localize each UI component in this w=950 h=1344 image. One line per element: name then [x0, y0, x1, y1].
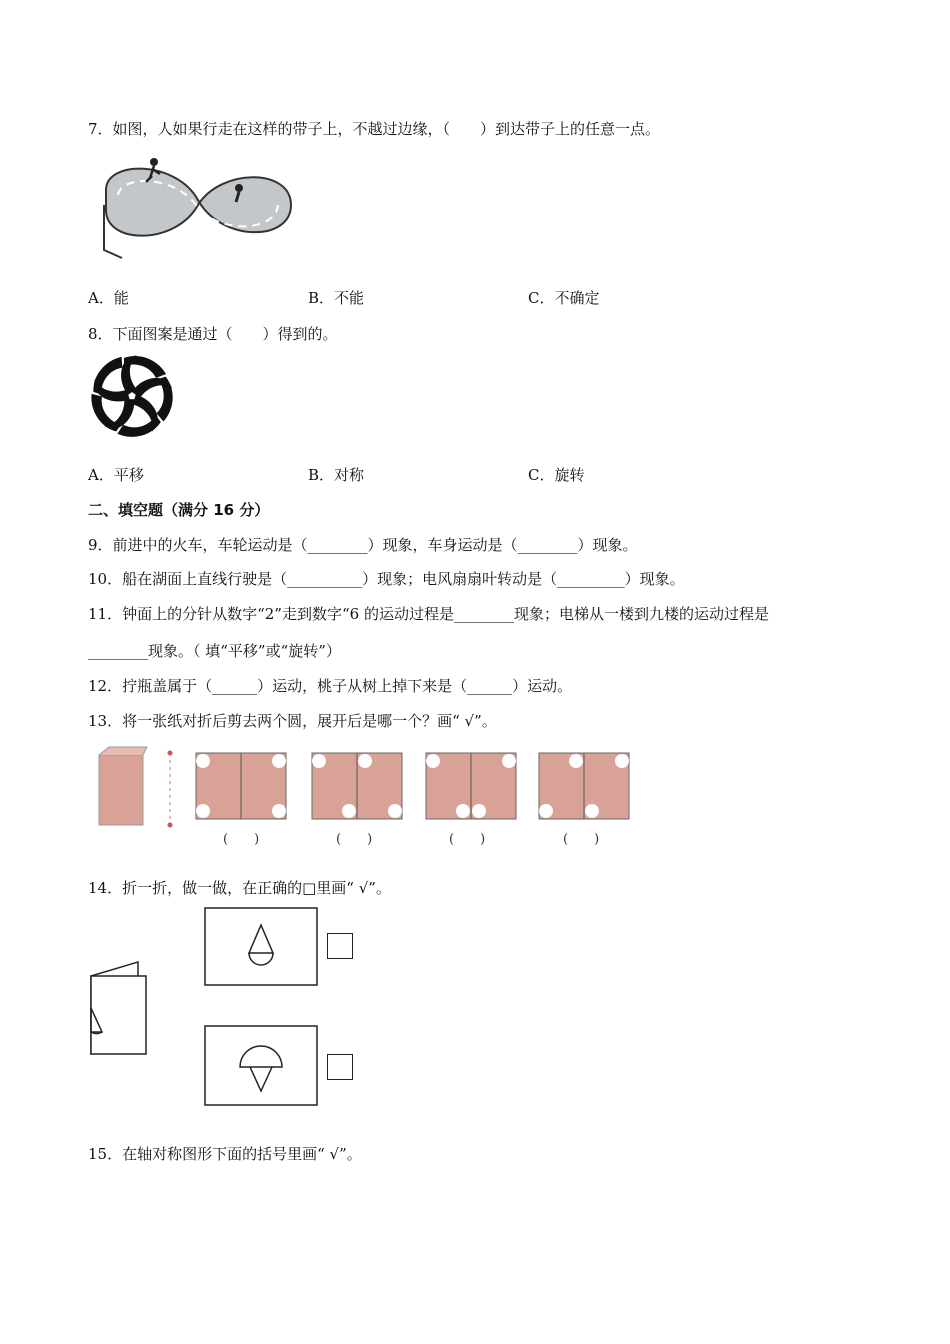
- q7-option-a: A．能: [88, 289, 129, 307]
- q14-text: 14．折一折，做一做，在正确的□里画“ √”。: [88, 879, 391, 897]
- q9-text: 9．前进中的火车，车轮运动是（________）现象，车身运动是（________）现象。: [88, 536, 638, 554]
- mobius-strip-figure: [96, 150, 301, 265]
- answer-blank-2[interactable]: ( ): [336, 832, 373, 847]
- q8-option-b: B．对称: [308, 466, 365, 484]
- q14-choice-upper: [204, 907, 319, 987]
- q11-line2: ________现象。（ 填“平移”或“旋转”）: [88, 642, 341, 660]
- q14-choice-lower: [204, 1025, 319, 1107]
- unfolded-option-3: [425, 752, 517, 820]
- q7-option-b: B．不能: [308, 289, 365, 307]
- q8-text: 8．下面图案是通过（ ）得到的。: [88, 325, 338, 343]
- q8-option-c: C．旋转: [528, 466, 585, 484]
- rotation-pattern-figure: [86, 350, 178, 442]
- unfolded-option-1: [195, 752, 287, 820]
- q12-text: 12．拧瓶盖属于（______）运动，桃子从树上掉下来是（______）运动。: [88, 677, 573, 695]
- section-heading: 二、填空题（满分 16 分）: [88, 501, 270, 519]
- folded-card-figure: [88, 960, 156, 1056]
- answer-blank-3[interactable]: ( ): [449, 832, 486, 847]
- q14-checkbox-lower[interactable]: [327, 1054, 353, 1080]
- unfolded-option-4: [538, 752, 630, 820]
- q7-text: 7．如图，人如果行走在这样的带子上，不越过边缘，（ ）到达带子上的任意一点。: [88, 120, 661, 138]
- q10-text: 10．船在湖面上直线行驶是（__________）现象；电风扇扇叶转动是（_________）现象。: [88, 570, 685, 588]
- q11-line1: 11．钟面上的分针从数字“2”走到数字“6 的运动过程是________现象；电梯从一楼到九楼的运动过程是: [88, 605, 769, 623]
- q14-checkbox-upper[interactable]: [327, 933, 353, 959]
- answer-blank-4[interactable]: ( ): [563, 832, 600, 847]
- q13-text: 13．将一张纸对折后剪去两个圆，展开后是哪一个？画“ √”。: [88, 712, 497, 730]
- folded-paper-figure: [95, 745, 185, 830]
- unfolded-option-2: [311, 752, 403, 820]
- q8-option-a: A．平移: [88, 466, 144, 484]
- answer-blank-1[interactable]: ( ): [223, 832, 260, 847]
- q7-option-c: C．不确定: [528, 289, 600, 307]
- q15-text: 15．在轴对称图形下面的括号里画“ √”。: [88, 1145, 362, 1163]
